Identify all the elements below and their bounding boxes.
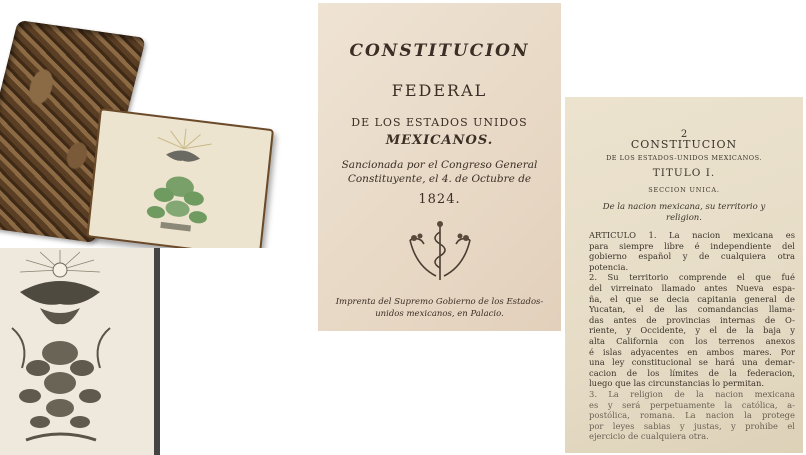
article-line: es y será perpetuamente la católica, a- [589,399,795,410]
article-line: gobierno español y de cualquiera otra [589,251,795,262]
engraving-illustration [0,248,154,455]
article-line: é islas adyacentes en ambos mares. Por [589,346,795,357]
article-line: 3. La religion de la nacion mexicana [589,388,795,399]
article-line: postólica, romana. La nacion la protege [589,410,795,421]
title-line-estados-unidos: DE LOS ESTADOS UNIDOS [351,116,528,129]
imprint-line-1: Imprenta del Supremo Gobierno de los Estados- [335,297,544,307]
title-year: 1824. [418,192,461,207]
article-line: cacion de los límites de la federacion, [589,367,795,378]
title-line-sancionada: Sancionada por el Congreso General [341,159,538,171]
article-line: por leyes sabias y justas, y prohibe el [589,420,795,431]
article-line: potencia. [589,261,629,272]
section-caption-1: De la nacion mexicana, su territorio y [602,202,766,212]
title-page-photo [318,3,561,331]
article-line: alta California con los terrenos anexos [589,335,795,346]
imprint-line-2: unidos mexicanos, en Palacio. [375,309,504,319]
article-line: para siempre libre é independiente del [589,240,795,251]
title-line-federal: FEDERAL [391,81,488,100]
article-line: ARTICULO 1. La nacion mexicana es [589,230,795,240]
title-line-constituyente: Constituyente, el 4. de Octubre de [347,173,532,185]
article-line: riente, y Occidente, y el de la baja y [589,325,795,336]
section-heading: SECCION UNICA. [648,186,720,194]
article-body [589,230,795,442]
article-line: ña, el que se decia capitania general de [589,293,795,304]
article-line: del virreinato llamado antes Nueva espa- [589,282,795,293]
article-line: luego que las circunstancias lo permitan. [589,378,765,389]
page-number: 2 [680,129,688,140]
frontispiece-page [86,108,274,248]
article-text-page-photo [565,97,803,453]
eagle-cactus-illustration [130,121,232,242]
open-book-photo [0,0,300,248]
eagle-engraving [0,248,160,455]
cornucopia-emblem-icon [406,218,474,288]
title-line-mexicanos: MEXICANOS. [385,133,494,148]
titulo-heading: TITULO I. [652,167,716,179]
title-line-constitucion: CONSTITUCION [349,41,530,61]
section-caption-2: religion. [666,213,702,223]
article-line: 2. Su territorio comprende el que fué [589,272,795,283]
page-subheading: DE LOS ESTADOS-UNIDOS MEXICANOS. [606,154,762,162]
article-line: Yucatan, el de las comandancias llama- [589,304,795,315]
article-line: una ley constitucional se hará una demar- [589,357,795,368]
article-line: ejercicio de cualquiera otra. [589,431,709,442]
page-heading: CONSTITUCION [630,138,738,151]
article-line: das antes de provincias internas de O- [589,314,795,325]
